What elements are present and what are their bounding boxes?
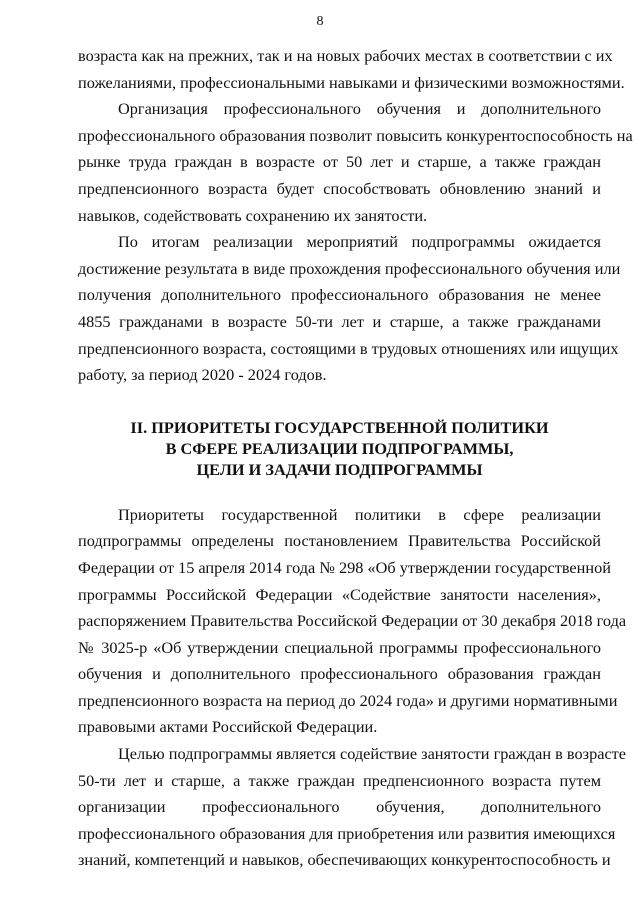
paragraph-line: распоряжением Правительства Российской Федерации от 30 декабря 2018 года <box>78 611 627 631</box>
spacer <box>78 480 601 502</box>
paragraph-line: Организация профессионального обучения и дополнительного <box>118 99 601 119</box>
paragraph-line: возраста как на прежних, так и на новых рабочих местах в соответствии с их <box>78 46 613 65</box>
paragraph-line: № 3025-р «Об утверждении специальной программы профессионального <box>78 637 601 657</box>
paragraph-line: программы Российской Федерации «Содействие занятости населения», <box>78 584 601 604</box>
paragraph-line: подпрограммы определены постановлением Правительства Российской <box>78 531 601 551</box>
paragraph-line: Целью подпрограммы является содействие занятости граждан в возрасте <box>118 744 627 764</box>
heading-line: В СФЕРЕ РЕАЛИЗАЦИИ ПОДПРОГРАММЫ, <box>165 438 514 458</box>
paragraph-1 <box>78 43 625 96</box>
paragraph-4 <box>78 502 627 741</box>
paragraph-line: навыков, содействовать сохранению их занятости. <box>78 205 428 225</box>
paragraph-line: 4855 гражданами в возрасте 50-ти лет и старше, а также гражданами <box>78 311 601 331</box>
paragraph-line: знаний, компетенций и навыков, обеспечивающих конкурентоспособность и <box>78 850 611 870</box>
paragraph-line: профессионального образования позволит повысить конкурентоспособность на <box>78 125 633 145</box>
paragraph-line: По итогам реализации мероприятий подпрограммы ожидается <box>118 232 601 252</box>
paragraph-line: пожеланиями, профессиональными навыками и физическими возможностями. <box>78 72 625 92</box>
paragraph-2 <box>78 96 633 229</box>
paragraph-3 <box>78 229 621 389</box>
paragraph-line: правовыми актами Российской Федерации. <box>78 717 378 737</box>
section-heading <box>78 417 601 480</box>
paragraph-line: организации профессионального обучения, дополнительного <box>78 797 601 817</box>
paragraph-line: работу, за период 2020 - 2024 годов. <box>78 365 327 385</box>
paragraph-line: предпенсионного возраста на период до 2024 года» и другими нормативными <box>78 690 618 710</box>
paragraph-line: Приоритеты государственной политики в сфере реализации <box>118 504 601 524</box>
paragraph-line: Федерации от 15 апреля 2014 года № 298 «Об утверждении государственной <box>78 557 611 577</box>
heading-line: ЦЕЛИ И ЗАДАЧИ ПОДПРОГРАММЫ <box>196 459 483 479</box>
paragraph-line: обучения и дополнительного профессионального образования граждан <box>78 664 601 684</box>
paragraph-5 <box>78 741 627 874</box>
paragraph-line: 50-ти лет и старше, а также граждан предпенсионного возраста путем <box>78 770 601 790</box>
paragraph-line: предпенсионного возраста, состоящими в трудовых отношениях или ищущих <box>78 338 619 358</box>
paragraph-line: предпенсионного возраста будет способствовать обновлению знаний и <box>78 178 601 198</box>
paragraph-line: получения дополнительного профессионального образования не менее <box>78 285 601 305</box>
paragraph-line: профессионального образования для приобретения или развития имеющихся <box>78 823 616 843</box>
paragraph-line: рынке труда граждан в возрасте от 50 лет и старше, а также граждан <box>78 152 601 172</box>
spacer <box>78 389 601 417</box>
page-number: 8 <box>316 14 324 29</box>
heading-line: II. ПРИОРИТЕТЫ ГОСУДАРСТВЕННОЙ ПОЛИТИКИ <box>130 417 549 437</box>
paragraph-line: достижение результата в виде прохождения профессионального обучения или <box>78 258 621 278</box>
document-body <box>78 43 633 874</box>
